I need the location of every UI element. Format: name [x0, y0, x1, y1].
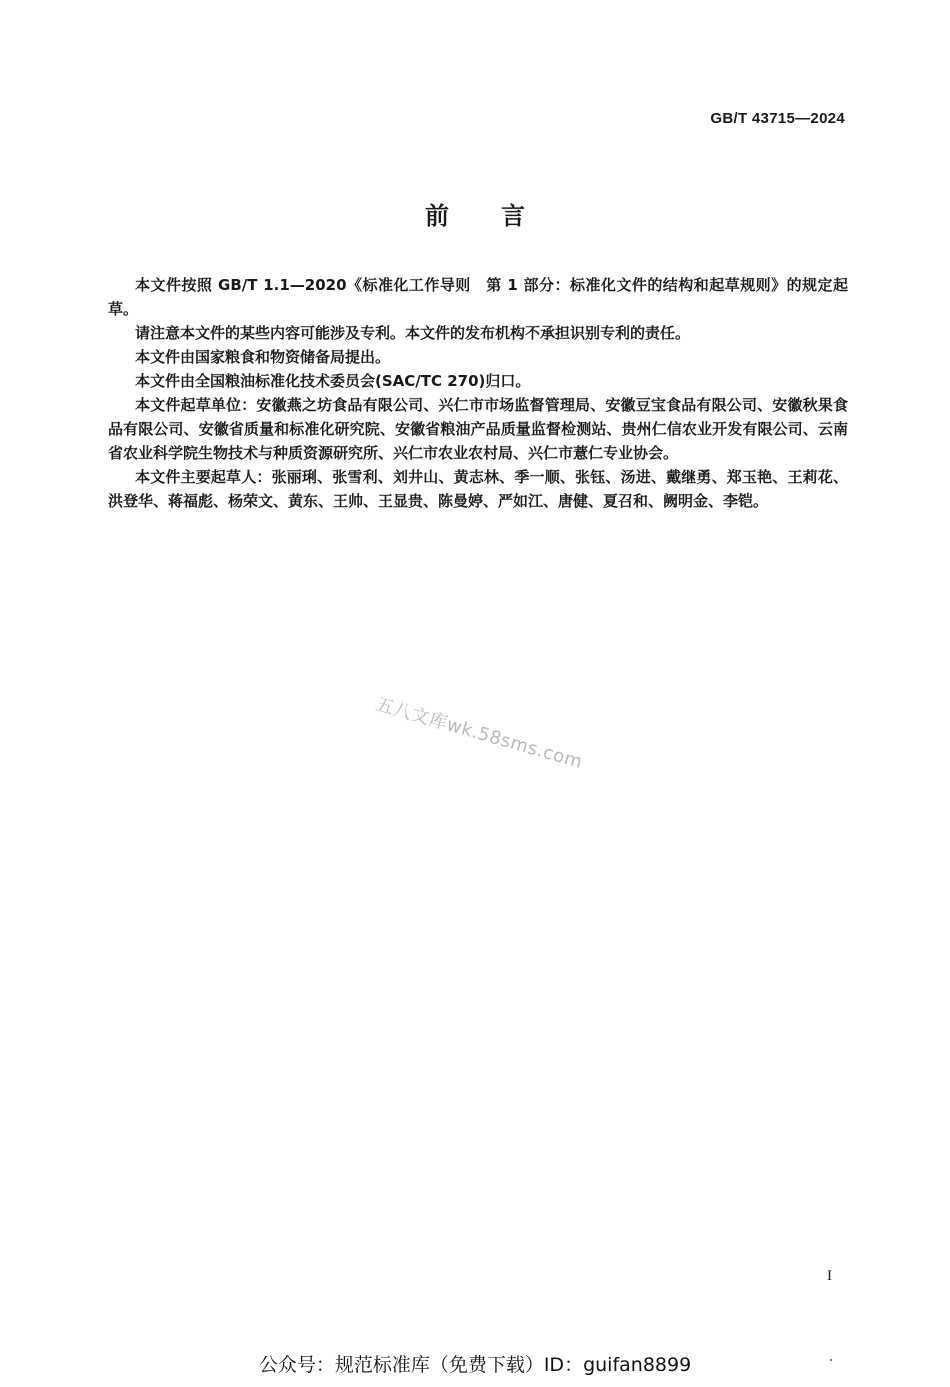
- paragraph-proposer: 本文件由国家粮食和物资储备局提出。: [135, 348, 391, 366]
- footer-note: 公众号：规范标准库（免费下载）ID：guifan8899: [258, 1354, 692, 1376]
- paragraph-drafting-units: 本文件起草单位：安徽燕之坊食品有限公司、兴仁市市场监督管理局、安徽豆宝食品有限公司、安徽秋果食品有限公司、安徽省质量和标准化研究院、安徽省粮油产品质量监督检测站、贵州仁信农业开发有限公司、云南省农业科学院生物技术与种质资源研究所、兴仁市农业农村局、兴仁市薏仁专业协会。: [108, 396, 848, 462]
- foreword-body: [108, 273, 848, 513]
- watermark: 五八文库wk.58sms.com: [373, 693, 585, 774]
- paragraph-administrator: 本文件由全国粮油标准化技术委员会(SAC/TC 270)归口。: [135, 372, 531, 390]
- paragraph-patent-notice: 请注意本文件的某些内容可能涉及专利。本文件的发布机构不承担识别专利的责任。: [135, 324, 691, 342]
- paragraph-drafters: 本文件主要起草人：张丽琍、张雪利、刘井山、黄志林、季一顺、张钰、汤进、戴继勇、郑玉艳、王莉花、洪登华、蒋福彪、杨荣文、黄东、王帅、王显贵、陈曼婷、严如江、唐健、夏召和、阙明金、李铠。: [108, 468, 848, 510]
- page-title: 前言: [425, 202, 577, 230]
- standard-number: GB/T 43715—2024: [710, 110, 845, 127]
- paragraph-drafting-rules: 本文件按照 GB/T 1.1—2020《标准化工作导则 第 1 部分：标准化文件的结构和起草规则》的规定起草。: [108, 276, 848, 318]
- corner-dot: [830, 1359, 832, 1361]
- page-number: I: [827, 1268, 832, 1284]
